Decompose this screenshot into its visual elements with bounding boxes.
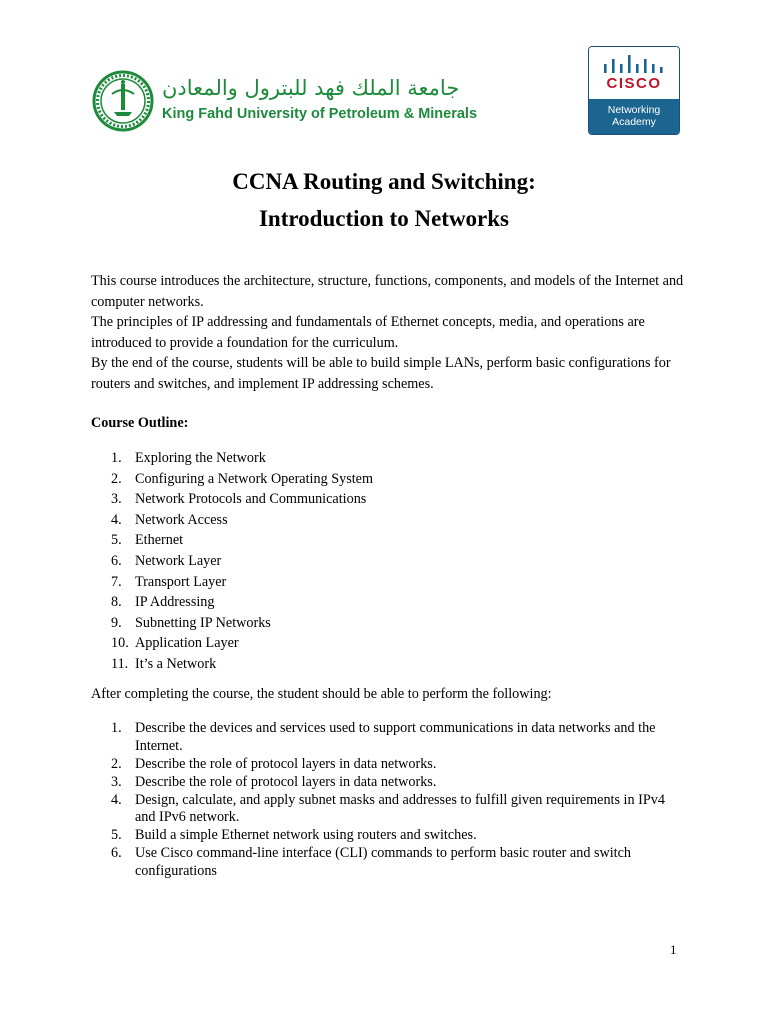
cisco-bridge-icon: [603, 55, 665, 73]
item-text: Use Cisco command-line interface (CLI) commands to perform basic router and switch configurations: [135, 845, 632, 879]
intro-paragraph-1: This course introduces the architecture, structure, functions, components, and models of the Internet and computer networks.: [91, 273, 684, 310]
item-number: 2.: [111, 470, 122, 487]
academy-label: Academy: [612, 116, 656, 128]
item-text: Transport Layer: [135, 573, 227, 590]
list-item: [111, 551, 671, 572]
list-item: [111, 845, 671, 880]
list-item: [111, 774, 671, 792]
item-number: 4.: [111, 791, 122, 808]
list-item: [111, 469, 671, 490]
document-title-line-1: CCNA Routing and Switching:: [232, 169, 536, 194]
page-number: 1: [670, 942, 677, 957]
item-number: 3.: [111, 773, 122, 790]
list-item: [111, 633, 671, 654]
item-text: Subnetting IP Networks: [135, 614, 271, 631]
item-text: Describe the role of protocol layers in data networks.: [135, 773, 437, 790]
item-number: 6.: [111, 845, 122, 861]
item-text: It’s a Network: [135, 655, 217, 672]
item-text: Describe the devices and services used to support communications in data networks and the Internet.: [135, 720, 656, 754]
item-number: 11.: [111, 655, 129, 672]
item-number: 9.: [111, 614, 122, 631]
item-text: Ethernet: [135, 532, 184, 549]
item-number: 2.: [111, 755, 122, 772]
item-text: Configuring a Network Operating System: [135, 470, 373, 487]
item-text: Design, calculate, and apply subnet masks and addresses to fulfill given requirements in IPv4 and IPv6 network.: [135, 791, 665, 825]
item-number: 10.: [111, 635, 129, 652]
list-item: [111, 592, 671, 613]
kfupm-arabic-name: جامعة الملك فهد للبترول والمعادن: [162, 76, 460, 100]
item-number: 8.: [111, 594, 122, 611]
list-item: [111, 489, 671, 510]
item-text: Application Layer: [135, 635, 239, 652]
kfupm-english-name: King Fahd University of Petroleum & Minerals: [162, 106, 478, 122]
list-item: [111, 756, 671, 774]
list-item: [111, 530, 671, 551]
kfupm-seal-icon: [92, 70, 154, 132]
item-number: 1.: [111, 720, 122, 736]
intro-paragraph-2: The principles of IP addressing and fundamentals of Ethernet concepts, media, and operations are introduced to provide a foundation for the curriculum.: [91, 314, 645, 351]
item-number: 3.: [111, 491, 122, 508]
list-item: [111, 448, 671, 469]
item-text: Describe the role of protocol layers in data networks.: [135, 755, 437, 772]
item-text: IP Addressing: [135, 594, 215, 611]
list-item: [111, 654, 671, 675]
list-item: [111, 720, 671, 755]
intro-paragraph-3: By the end of the course, students will be able to build simple LANs, perform basic configurations for routers and switches, and implement IP addressing schemes.: [91, 355, 671, 392]
objectives-intro: After completing the course, the student should be able to perform the following:: [91, 686, 552, 702]
objectives-list: [111, 720, 671, 881]
document-title-line-2: Introduction to Networks: [258, 206, 510, 231]
item-number: 5.: [111, 827, 122, 843]
list-item: [111, 827, 671, 845]
item-number: 1.: [111, 450, 122, 466]
item-number: 4.: [111, 511, 122, 528]
kfupm-logo: [92, 68, 478, 138]
item-text: Network Layer: [135, 552, 222, 569]
course-introduction: [91, 271, 691, 395]
item-number: 5.: [111, 532, 122, 549]
item-text: Network Access: [135, 511, 228, 528]
cisco-networking-academy-logo: [588, 46, 680, 135]
networking-label: Networking: [607, 104, 661, 116]
networking-academy-label: [589, 99, 679, 134]
cisco-wordmark: CISCO: [606, 75, 662, 92]
list-item: [111, 510, 671, 531]
item-text: Exploring the Network: [135, 450, 266, 466]
list-item: [111, 613, 671, 634]
list-item: [111, 792, 671, 827]
item-number: 6.: [111, 552, 122, 569]
item-text: Network Protocols and Communications: [135, 491, 367, 508]
list-item: [111, 572, 671, 593]
course-outline-heading: Course Outline:: [91, 415, 189, 431]
course-outline-list: [111, 448, 671, 675]
item-number: 7.: [111, 573, 122, 590]
item-text: Build a simple Ethernet network using routers and switches.: [135, 827, 477, 843]
